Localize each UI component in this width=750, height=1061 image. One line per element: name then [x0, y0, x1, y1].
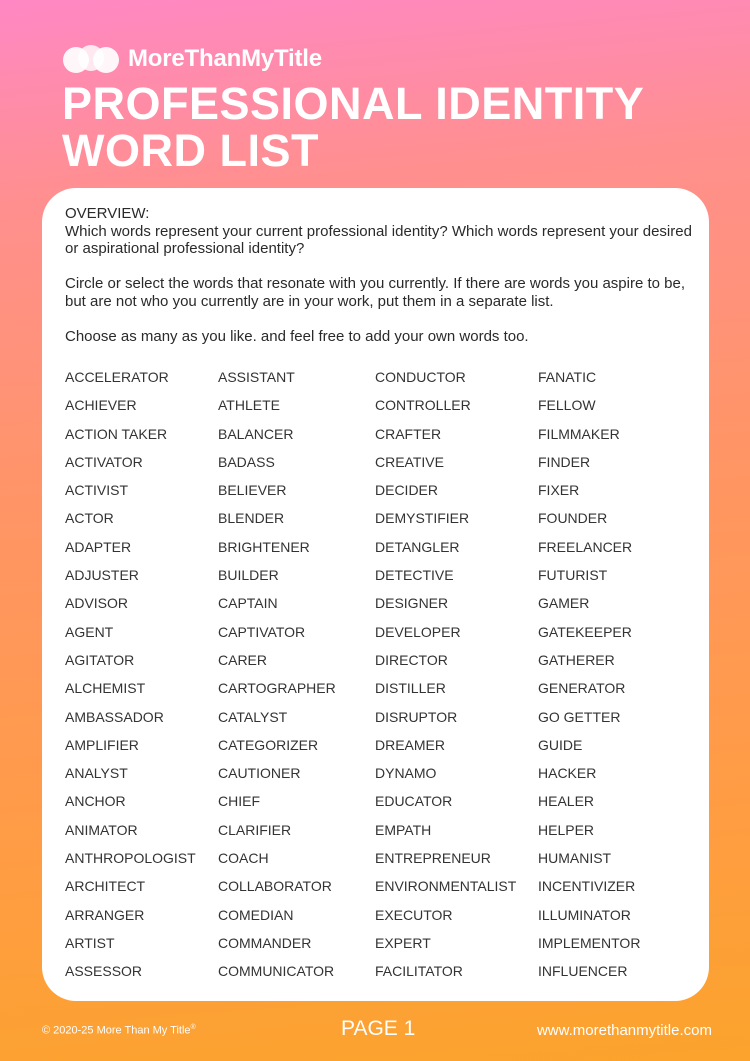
page-title	[62, 80, 644, 174]
word-item[interactable]: CONTROLLER	[375, 397, 471, 414]
copyright-text: © 2020-25 More Than My Title	[42, 1024, 191, 1037]
word-item[interactable]: COACH	[218, 850, 269, 867]
word-item[interactable]: GENERATOR	[538, 680, 626, 697]
word-item[interactable]: DISRUPTOR	[375, 708, 458, 725]
word-item[interactable]: BALANCER	[218, 425, 294, 442]
word-item[interactable]: IMPLEMENTOR	[538, 934, 641, 951]
word-item[interactable]: AMPLIFIER	[65, 736, 139, 753]
word-item[interactable]: CHIEF	[218, 793, 260, 810]
word-item[interactable]: CREATIVE	[375, 453, 444, 470]
word-item[interactable]: ADVISOR	[65, 595, 129, 612]
word-item[interactable]: CATEGORIZER	[218, 736, 319, 753]
word-item[interactable]: EDUCATOR	[375, 793, 453, 810]
word-item[interactable]: BRIGHTENER	[218, 538, 310, 555]
word-item[interactable]: ARRANGER	[65, 906, 145, 923]
brand-logo-icon	[62, 44, 120, 74]
word-item[interactable]: ARCHITECT	[65, 878, 146, 895]
overview-section	[65, 205, 695, 363]
word-item[interactable]: FIXER	[538, 482, 580, 499]
word-item[interactable]: ENVIRONMENTALIST	[375, 878, 517, 895]
word-item[interactable]: CLARIFIER	[218, 821, 292, 838]
word-item[interactable]: CAUTIONER	[218, 765, 301, 782]
word-column-4	[538, 368, 640, 991]
word-item[interactable]: DISTILLER	[375, 680, 446, 697]
word-item[interactable]: DREAMER	[375, 736, 446, 753]
word-item[interactable]: CAPTAIN	[218, 595, 278, 612]
word-item[interactable]: ACTION TAKER	[65, 425, 168, 442]
word-item[interactable]: AGITATOR	[65, 651, 135, 668]
word-item[interactable]: ATHLETE	[218, 397, 280, 414]
page-number: PAGE 1	[341, 1017, 416, 1040]
overview-heading: OVERVIEW:	[65, 205, 150, 222]
overview-paragraph-3: Choose as many as you like. and feel free to add your own words too.	[65, 327, 529, 345]
word-item[interactable]: HUMANIST	[538, 850, 612, 867]
word-item[interactable]: ACTOR	[65, 510, 114, 527]
word-item[interactable]: AMBASSADOR	[65, 708, 164, 725]
word-item[interactable]: COMMANDER	[218, 934, 312, 951]
word-item[interactable]: HACKER	[538, 765, 597, 782]
overview-paragraph-1: Which words represent your current professional identity? Which words represent your desired or aspirational professional identity?	[65, 222, 692, 257]
word-item[interactable]: INCENTIVIZER	[538, 878, 636, 895]
content-card	[42, 188, 709, 1001]
word-item[interactable]: FELLOW	[538, 397, 596, 414]
word-item[interactable]: ADJUSTER	[65, 567, 139, 584]
footer-copyright	[42, 1024, 196, 1037]
word-item[interactable]: FILMMAKER	[538, 425, 620, 442]
word-item[interactable]: ADAPTER	[65, 538, 132, 555]
word-item[interactable]: ARTIST	[65, 934, 115, 951]
word-item[interactable]: CARTOGRAPHER	[218, 680, 336, 697]
word-item[interactable]: DIRECTOR	[375, 651, 448, 668]
word-item[interactable]: DEMYSTIFIER	[375, 510, 470, 527]
word-item[interactable]: GAMER	[538, 595, 590, 612]
word-item[interactable]: CAPTIVATOR	[218, 623, 306, 640]
word-item[interactable]: BELIEVER	[218, 482, 287, 499]
word-item[interactable]: ACTIVIST	[65, 482, 129, 499]
word-item[interactable]: FANATIC	[538, 369, 597, 385]
word-item[interactable]: GATEKEEPER	[538, 623, 632, 640]
word-item[interactable]: DETANGLER	[375, 538, 460, 555]
word-item[interactable]: BADASS	[218, 453, 275, 470]
word-item[interactable]: HELPER	[538, 821, 595, 838]
word-item[interactable]: INFLUENCER	[538, 963, 628, 980]
word-item[interactable]: ALCHEMIST	[65, 680, 146, 697]
word-column-1	[65, 368, 196, 991]
word-item[interactable]: CONDUCTOR	[375, 369, 466, 385]
word-item[interactable]: EXPERT	[375, 934, 431, 951]
word-item[interactable]: DEVELOPER	[375, 623, 461, 640]
word-item[interactable]: ANTHROPOLOGIST	[65, 850, 196, 867]
word-item[interactable]: FACILITATOR	[375, 963, 463, 980]
brand-name: MoreThanMyTitle	[128, 45, 322, 72]
word-column-2	[218, 368, 336, 991]
word-item[interactable]: BLENDER	[218, 510, 285, 527]
word-item[interactable]: GUIDE	[538, 736, 583, 753]
word-item[interactable]: FUTURIST	[538, 567, 608, 584]
word-item[interactable]: ANIMATOR	[65, 821, 138, 838]
brand-logo	[62, 42, 322, 76]
word-item[interactable]: ASSISTANT	[218, 369, 295, 385]
word-item[interactable]: ANCHOR	[65, 793, 126, 810]
page-title-line-1: PROFESSIONAL IDENTITY	[62, 78, 645, 129]
word-item[interactable]: ENTREPRENEUR	[375, 850, 491, 867]
website-link[interactable]: www.morethanmytitle.com	[536, 1022, 712, 1039]
page-title-line-2: WORD LIST	[62, 125, 319, 176]
word-item[interactable]: COMMUNICATOR	[218, 963, 335, 980]
word-item[interactable]: ASSESSOR	[65, 963, 143, 980]
word-item[interactable]: DESIGNER	[375, 595, 449, 612]
word-item[interactable]: ACCELERATOR	[65, 369, 169, 385]
word-column-3	[375, 368, 516, 991]
overview-paragraph-2: Circle or select the words that resonate with you currently. If there are words you aspire to be, but are not who you currently are in your work, put them in a separate list.	[65, 275, 686, 310]
word-item[interactable]: CRAFTER	[375, 425, 442, 442]
word-item[interactable]: HEALER	[538, 793, 595, 810]
word-item[interactable]: DETECTIVE	[375, 567, 454, 584]
word-item[interactable]: DYNAMO	[375, 765, 437, 782]
word-item[interactable]: ILLUMINATOR	[538, 906, 631, 923]
word-item[interactable]: GATHERER	[538, 651, 615, 668]
word-item[interactable]: EMPATH	[375, 821, 432, 838]
word-item[interactable]: FOUNDER	[538, 510, 608, 527]
word-item[interactable]: FINDER	[538, 453, 591, 470]
word-item[interactable]: CATALYST	[218, 708, 288, 725]
word-item[interactable]: COMEDIAN	[218, 906, 294, 923]
word-item[interactable]: CARER	[218, 651, 268, 668]
word-item[interactable]: FREELANCER	[538, 538, 633, 555]
word-item[interactable]: ACHIEVER	[65, 397, 137, 414]
word-item[interactable]: GO GETTER	[538, 708, 621, 725]
word-item[interactable]: ACTIVATOR	[65, 453, 143, 470]
word-item[interactable]: ANALYST	[65, 765, 128, 782]
word-item[interactable]: AGENT	[65, 623, 114, 640]
word-item[interactable]: COLLABORATOR	[218, 878, 332, 895]
word-item[interactable]: EXECUTOR	[375, 906, 453, 923]
trademark-symbol: ®	[190, 1024, 196, 1031]
word-item[interactable]: DECIDER	[375, 482, 439, 499]
word-item[interactable]: BUILDER	[218, 567, 279, 584]
